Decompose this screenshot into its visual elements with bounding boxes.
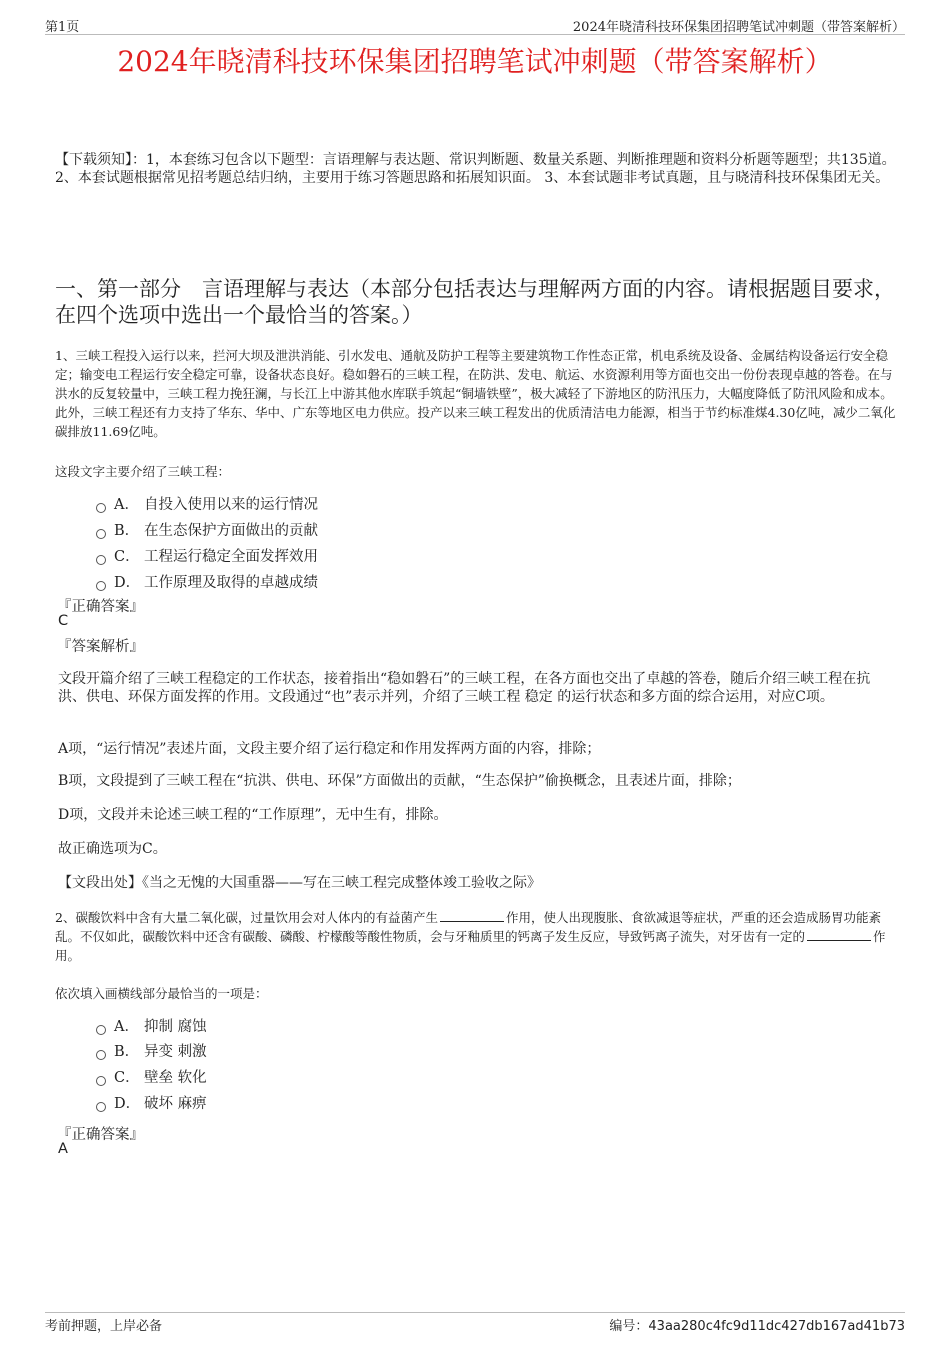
option-key: B． [114,523,140,539]
correct-answer: C [58,613,69,629]
option-text: 自投入使用以来的运行情况 [144,497,318,513]
page-number: 第1页 [45,20,80,35]
question-2-option-b[interactable] [96,1041,207,1063]
analysis-conclusion: 故正确选项为C。 [58,841,167,857]
download-notice: 【下载须知】：1，本套练习包含以下题型：言语理解与表达题、常识判断题、数量关系题、判断推理题和资料分析题等题型；共135道。 2、本套试题根据常见招考题总结归纳，主要用于练习答题思路和拓展知识面。 3、本套试题非考试真题，且与晓清科技环保集团无关。 [55,152,896,186]
question-1-option-c[interactable] [96,546,318,568]
option-key: D． [114,575,141,591]
question-2-option-d[interactable] [96,1093,207,1115]
question-1-prompt: 这段文字主要介绍了三峡工程： [55,464,231,479]
fill-blank [807,928,871,941]
analysis-paragraph: 文段开篇介绍了三峡工程稳定的工作状态，接着指出“稳如磐石”的三峡工程，在各方面也交出了卓越的答卷，随后介绍三峡工程在抗洪、供电、环保方面发挥的作用。文段通过“也”表示并列，介绍了三峡工程 稳定 的运行状态和多方面的综合运用，对应C项。 [58,671,871,705]
analysis-paragraph: B项，文段提到了三峡工程在“抗洪、供电、环保”方面做出的贡献，“生态保护”偷换概念，且表述片面，排除； [58,773,741,789]
option-text: 在生态保护方面做出的贡献 [144,523,318,539]
radio-icon[interactable] [96,581,106,591]
radio-icon[interactable] [96,1076,106,1086]
question-2-prompt: 依次填入画横线部分最恰当的一项是： [55,986,268,1001]
option-text: 工作原理及取得的卓越成绩 [144,575,318,591]
question-2-text: 2、碳酸饮料中含有大量二氧化碳，过量饮用会对人体内的有益菌产生 作用，使人出现腹胀、食欲减退等症状，严重的还会造成肠胃功能紊乱。不仅如此，碳酸饮料中还含有碳酸、磷酸、柠檬酸等酸性物质，会与牙釉质里的钙离子发生反应，导致钙离子流失，对牙齿有一定的 作用。 [55,910,886,963]
question-2-option-c[interactable] [96,1067,207,1089]
radio-icon[interactable] [96,529,106,539]
header-doc-title: 2024年晓清科技环保集团招聘笔试冲刺题（带答案解析） [572,20,905,35]
radio-icon[interactable] [96,503,106,513]
question-1-option-d[interactable] [96,572,318,594]
correct-answer: A [58,1141,68,1157]
source-citation: 【文段出处】《当之无愧的大国重器——写在三峡工程完成整体竣工验收之际》 [58,875,541,891]
analysis-label: 『答案解析』 [57,639,144,655]
radio-icon[interactable] [96,1050,106,1060]
option-text: 壁垒 软化 [144,1070,207,1086]
radio-icon[interactable] [96,555,106,565]
answer-label: 『正确答案』 [57,599,144,615]
option-key: A． [114,497,139,513]
question-1-option-b[interactable] [96,520,318,542]
question-1-text: 1、三峡工程投入运行以来，拦河大坝及泄洪消能、引水发电、通航及防护工程等主要建筑物工作性态正常，机电系统及设备、金属结构设备运行安全稳定；输变电工程运行安全稳定可靠，设备状态良好。稳如磐石的三峡工程，在防洪、发电、航运、水资源利用等方面也交出一份份表现卓越的答卷。在与洪水的反复较量中，三峡工程力挽狂澜，与长江上中游其他水库联手筑起“铜墙铁壁”，极大减轻了下游地区的防汛压力，大幅度降低了防汛风险和成本。此外，三峡工程还有力支持了华东、华中、广东等地区电力供应。投产以来三峡工程发出的优质清洁电力能源，相当于节约标准煤4.30亿吨，减少二氧化碳排放11.69亿吨。 [55,348,896,439]
option-key: D． [114,1096,141,1112]
page-footer [45,1312,905,1334]
question-1-option-a[interactable] [96,494,318,516]
option-text: 抑制 腐蚀 [144,1019,207,1035]
answer-label: 『正确答案』 [57,1127,144,1143]
question-2-option-a[interactable] [96,1016,207,1038]
fill-blank [440,909,504,922]
option-key: B． [114,1044,140,1060]
radio-icon[interactable] [96,1102,106,1112]
radio-icon[interactable] [96,1025,106,1035]
option-key: C． [114,1070,140,1086]
page-header [45,14,905,35]
page-title: 2024年晓清科技环保集团招聘笔试冲刺题（带答案解析） [117,45,833,78]
option-text: 工程运行稳定全面发挥效用 [144,549,318,565]
footer-slogan: 考前押题，上岸必备 [45,1319,163,1334]
option-text: 破坏 麻痹 [144,1096,207,1112]
analysis-paragraph: D项，文段并未论述三峡工程的“工作原理”，无中生有，排除。 [58,807,448,823]
option-key: C． [114,549,140,565]
document-code: 编号：43aa280c4fc9d11dc427db167ad41b73 [609,1319,905,1334]
option-key: A． [114,1019,139,1035]
section-title: 一、第一部分 言语理解与表达（本部分包括表达与理解两方面的内容。请根据题目要求，在四个选项中选出一个最恰当的答案。） [55,277,895,327]
analysis-paragraph: A项，“运行情况”表述片面，文段主要介绍了运行稳定和作用发挥两方面的内容，排除； [58,741,601,757]
option-text: 异变 刺激 [144,1044,207,1060]
